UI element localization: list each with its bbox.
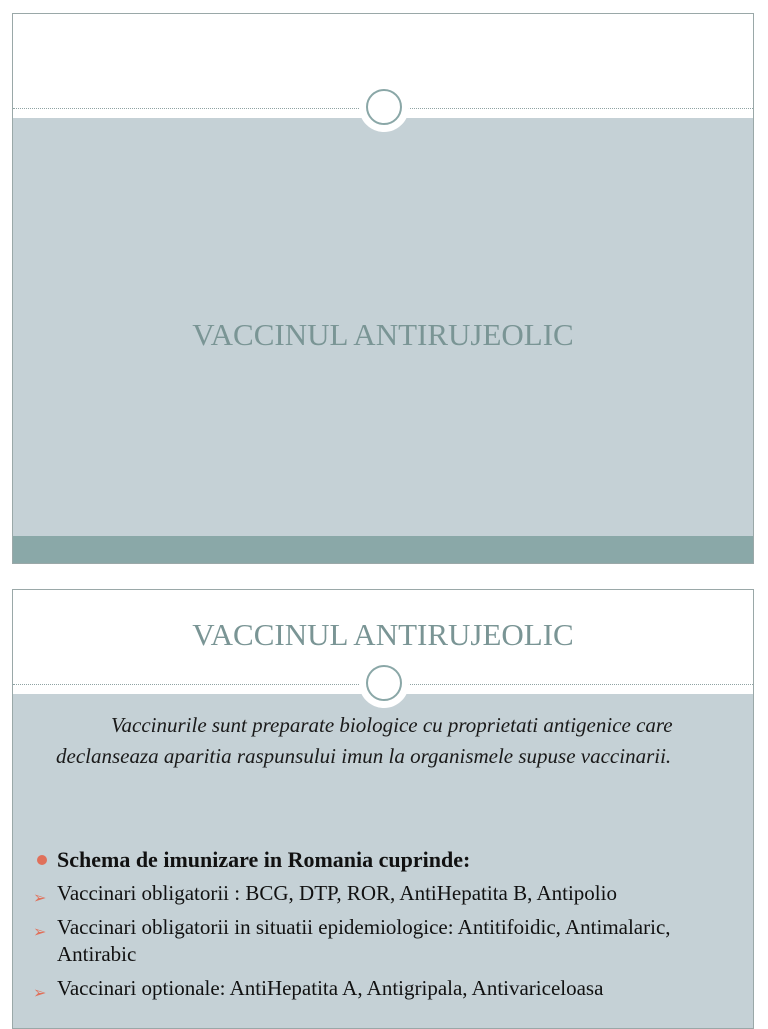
ring-ornament — [359, 82, 409, 132]
bullet-list — [33, 842, 733, 1009]
bullet-text: Vaccinari optionale: AntiHepatita A, Antigripala, Antivariceloasa — [57, 976, 604, 1000]
circle-icon — [366, 665, 402, 701]
list-item — [33, 975, 733, 1002]
title-slide — [12, 13, 754, 564]
content-slide — [12, 589, 754, 1029]
bullet-text: Vaccinari obligatorii : BCG, DTP, ROR, AntiHepatita B, Antipolio — [57, 881, 617, 905]
circle-icon — [366, 89, 402, 125]
list-item — [33, 914, 733, 968]
bullet-text: Vaccinari obligatorii in situatii epidemiologice: Antitifoidic, Antimalaric, Antirabic — [57, 915, 671, 966]
slide-title: VACCINUL ANTIRUJEOLIC — [192, 617, 574, 652]
bullet-dot-icon — [37, 855, 47, 865]
intro-paragraph: Vaccinurile sunt preparate biologice cu proprietati antigenice care declanseaza aparitia raspunsului imun la organismele supuse vaccinarii. — [56, 713, 673, 768]
arrow-bullet-icon: ➢ — [33, 888, 47, 907]
bullet-text: Schema de imunizare in Romania cuprinde: — [57, 847, 471, 872]
accent-band — [13, 536, 753, 563]
slide-title: VACCINUL ANTIRUJEOLIC — [192, 317, 574, 352]
list-item — [33, 842, 733, 878]
arrow-bullet-icon: ➢ — [33, 922, 47, 941]
arrow-bullet-icon: ➢ — [33, 983, 47, 1002]
ring-ornament — [359, 658, 409, 708]
list-item — [33, 880, 733, 907]
